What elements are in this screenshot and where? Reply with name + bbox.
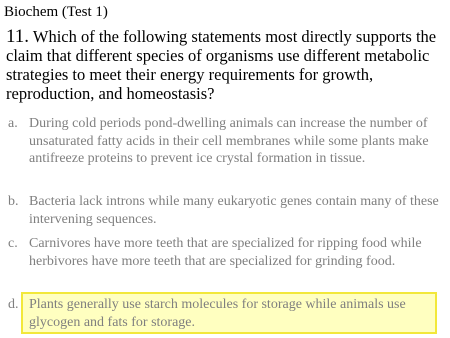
option-label: c. (8, 236, 18, 251)
option-text: Bacteria lack introns while many eukaryotic genes contain many of these intervening sequences. (29, 194, 439, 227)
question-stem (6, 27, 444, 103)
option-text: Plants generally use starch molecules for storage while animals use glycogen and fats for storage. (29, 297, 406, 330)
option-label: a. (8, 116, 18, 131)
document-title: Biochem (Test 1) (4, 4, 108, 20)
question-number: 11. (6, 26, 30, 47)
question-text: Which of the following statements most directly supports the claim that different species of organisms use different metabolic strategies to meet their energy requirements for growth, reproduction, and homeostasis? (6, 27, 437, 103)
option-label: b. (8, 194, 19, 209)
option-label: d. (8, 297, 19, 312)
option-text: During cold periods pond-dwelling animals can increase the number of unsaturated fatty acids in their cell membranes while some plants make antifreeze proteins to prevent ice crystal formation in tissue. (29, 116, 429, 166)
option-text: Carnivores have more teeth that are specialized for ripping food while herbivores have more teeth that are specialized for grinding food. (29, 236, 422, 269)
